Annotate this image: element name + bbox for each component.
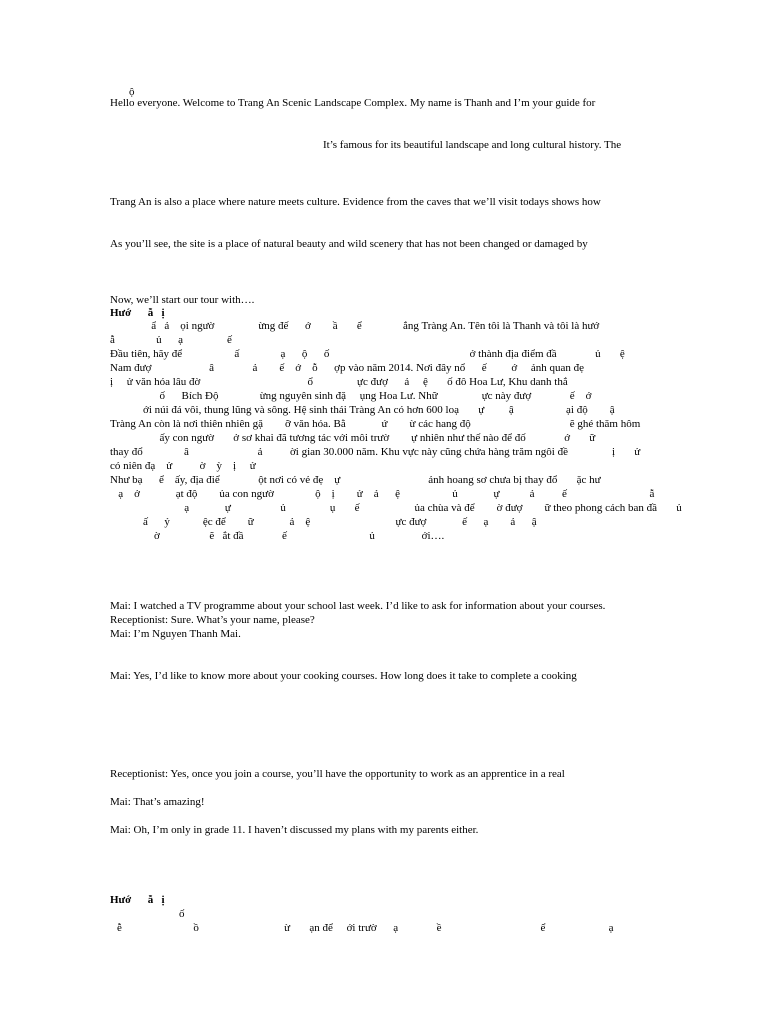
paragraph-line: ị ử văn hóa lâu đờ ổ ực đượ ả ệ ố đô Hoa Lư, Khu danh thắ [110,376,568,388]
paragraph-line: As you’ll see, the site is a place of natural beauty and wild scenery that has not been changed or damaged by [110,238,588,250]
paragraph-line: Trang An is also a place where nature meets culture. Evidence from the caves that we’ll visit todays shows how [110,196,601,208]
paragraph-line: thay đổ â ả ời gian 30.000 năm. Khu vực này cũng chứa hàng trăm ngôi đề ị ử [110,446,641,458]
dialogue-line: Mai: I watched a TV programme about your school last week. I’d like to ask for information about your courses. [110,600,606,612]
dialogue-line: Receptionist: Sure. What’s your name, please? [110,614,315,626]
paragraph-line: ấy con ngườ ở sơ khai đã tương tác với môi trườ ự nhiên như thế nào để đố ớ ữ [110,432,596,444]
paragraph-line: ẩ ả ọi ngườ ừng đế ớ ầ ể ắng Tràng An. Tên tôi là Thanh và tôi là hướ [110,320,600,332]
section-heading: Hướ ẫ ị [110,894,165,906]
dialogue-line: Mai: I’m Nguyen Thanh Mai. [110,628,241,640]
paragraph-line: Now, we’ll start our tour with…. [110,294,255,306]
paragraph-line: ố Bích Độ ừng nguyên sinh đặ ụng Hoa Lư. Nhữ ực này đượ ế ớ [110,390,592,402]
paragraph-line: có niên đạ ử ờ ỳ ị ử [110,460,256,472]
paragraph-line: ới núi đá vôi, thung lũng và sông. Hệ sinh thái Tràng An có hơn 600 loạ ự ậ ại độ ậ [110,404,615,416]
dialogue-line: Mai: That’s amazing! [110,796,205,808]
paragraph-line: Hello everyone. Welcome to Trang An Scenic Landscape Complex. My name is Thanh and I’m your guide for [110,97,596,109]
heading-fragment: ộ [129,86,135,98]
paragraph-line: Như bạ ể ấy, địa điể ột nơi có vẻ đẹ ự ảnh hoang sơ chưa bị thay đổ ặc hư [110,474,601,486]
paragraph-line: ạ ự ủ ụ ế ủa chùa và để ờ đượ ữ theo phong cách ban đầ ủ [110,502,682,514]
paragraph-line: ấ ỷ ệc để ữ ả ệ ực đượ ế ạ ả ậ [110,516,537,528]
paragraph-line: Tràng An còn là nơi thiên nhiên gặ ỡ văn hóa. Bằ ứ ừ các hang độ ẽ ghé thăm hôm [110,418,641,430]
paragraph-line: ẫ ủ ạ ế [110,334,232,346]
paragraph-line: Nam đượ â ả ế ớ ỗ ợp vào năm 2014. Nơi đây nổ ế ớ ảnh quan đẹ [110,362,585,374]
paragraph-line: Đầu tiên, hãy để ấ ạ ộ ố ở thành địa điểm đầ ủ ệ [110,348,625,360]
dialogue-line: Receptionist: Yes, once you join a course, you’ll have the opportunity to work as an apprentice in a real [110,768,565,780]
dialogue-line: Mai: Oh, I’m only in grade 11. I haven’t discussed my plans with my parents either. [110,824,479,836]
paragraph-line: It’s famous for its beautiful landscape and long cultural history. The [323,139,622,151]
dialogue-line: Mai: Yes, I’d like to know more about your cooking courses. How long does it take to complete a cooking [110,670,577,682]
heading-fragment: ố [179,908,185,920]
paragraph-line: ễ ồ ừ ạn để ới trườ ạ ề ể ạ [117,922,614,934]
paragraph-line: ạ ở ạt độ ủa con ngườ ộ ị ử ả ệ ủ ự ả ế ẫ [110,488,655,500]
section-heading: Hướ ẫ ị [110,307,165,319]
paragraph-line: ờ ẽ ắt đầ ế ủ ới…. [110,530,445,542]
